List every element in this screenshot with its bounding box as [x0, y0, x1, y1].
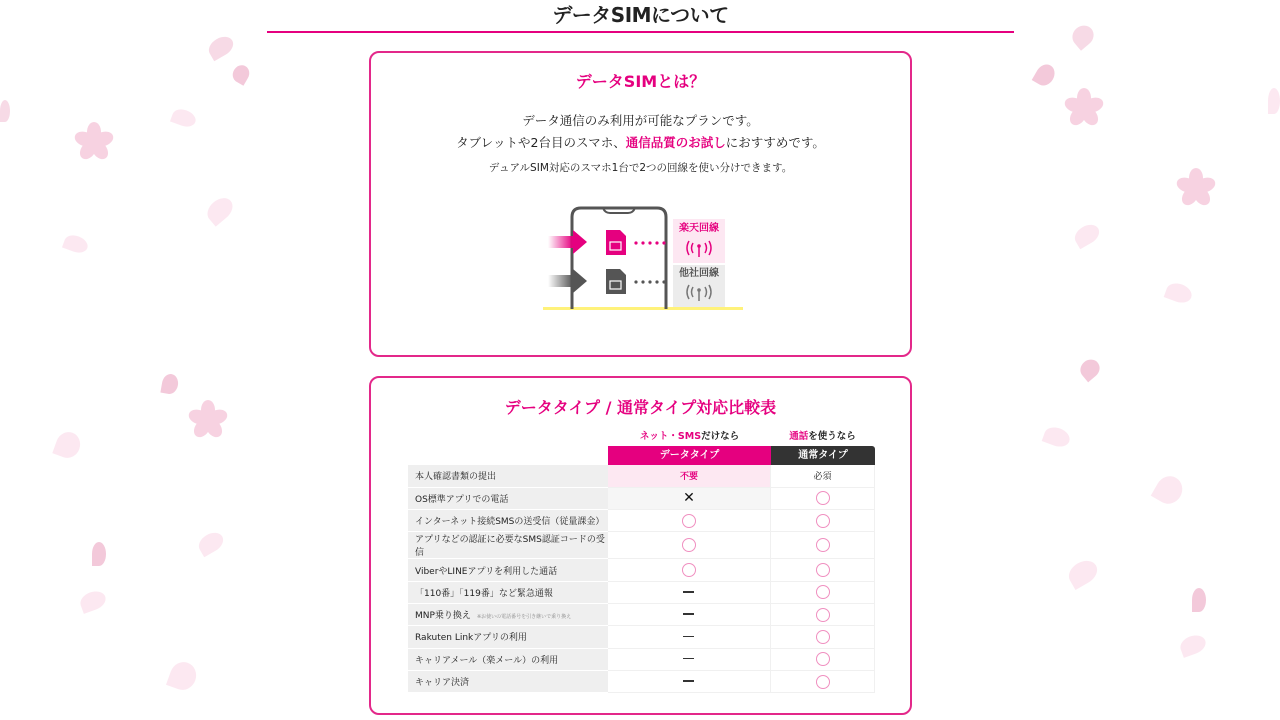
normal-type-cell [771, 532, 875, 559]
subtitle-highlight: 通話 [789, 431, 809, 442]
sakura-flower-icon [188, 400, 228, 440]
petal-icon [230, 62, 253, 86]
data-type-cell [608, 648, 771, 670]
comparison-table [408, 465, 875, 693]
svg-text:他社回線: 他社回線 [679, 268, 719, 279]
petal-icon [1192, 588, 1206, 612]
normal-type-cell [771, 510, 875, 532]
row-note: ※お使いの電話番号を引き継いで乗り換え [476, 614, 572, 621]
row-label [408, 581, 608, 603]
data-type-cell [608, 559, 771, 581]
petal-icon [170, 106, 198, 129]
data-type-cell [608, 670, 771, 692]
row-label-text: ViberやLINEアプリを利用した通話 [415, 566, 558, 577]
row-label-text: Rakuten Linkアプリの利用 [415, 633, 527, 644]
circle-available-icon [816, 652, 830, 666]
row-label-text: インターネット接続SMSの送受信（従量課金） [415, 517, 605, 528]
table-row [408, 559, 875, 581]
sakura-flower-icon [74, 122, 114, 162]
petal-icon [92, 542, 106, 566]
svg-text:楽天回線: 楽天回線 [679, 223, 719, 234]
circle-available-icon [816, 630, 830, 644]
dash-not-applicable-icon [683, 613, 694, 615]
about-data-sim-card [369, 51, 912, 357]
line2-suffix: におすすめです。 [725, 135, 825, 150]
circle-available-icon [682, 563, 696, 577]
cross-unavailable-icon: ✕ [683, 490, 695, 507]
sakura-flower-icon [1176, 168, 1216, 208]
dual-sim-illustration [543, 203, 743, 313]
dash-not-applicable-icon [683, 658, 694, 660]
row-label-text: MNP乗り換え [415, 611, 471, 622]
petal-icon [1068, 21, 1098, 50]
row-label [408, 510, 608, 532]
dash-not-applicable-icon [683, 636, 694, 638]
comparison-card-title: データタイプ / 通常タイプ対応比較表 [504, 398, 777, 417]
petal-icon [1178, 632, 1209, 658]
data-type-cell [608, 581, 771, 603]
subtitle-rest: を使うなら [808, 431, 856, 442]
row-label-text: OS標準アプリでの電話 [415, 494, 509, 505]
column-headers [608, 446, 875, 465]
table-row [408, 487, 875, 509]
petal-icon [62, 232, 90, 255]
row-label-text: 本人確認書類の提出 [415, 472, 497, 483]
row-label [408, 559, 608, 581]
petal-icon [1032, 61, 1059, 89]
data-type-cell [608, 626, 771, 648]
normal-type-cell [771, 626, 875, 648]
table-row [408, 581, 875, 603]
normal-type-subtitle [771, 428, 874, 442]
row-label-text: アプリなどの認証に必要なSMS認証コードの受信 [415, 535, 605, 559]
column-subtitles [608, 428, 875, 442]
normal-type-cell [771, 603, 875, 625]
petal-icon [1042, 424, 1073, 450]
petal-icon [1151, 471, 1188, 508]
circle-available-icon [816, 563, 830, 577]
petal-icon [205, 33, 237, 62]
circle-available-icon [816, 675, 830, 689]
data-type-cell [608, 532, 771, 559]
circle-available-icon [682, 514, 696, 528]
petal-icon [166, 658, 200, 693]
circle-available-icon [816, 608, 830, 622]
data-type-subtitle [608, 428, 771, 442]
table-row [408, 510, 875, 532]
row-label [408, 603, 608, 625]
data-type-cell [608, 510, 771, 532]
sakura-flower-icon [1064, 88, 1104, 128]
petal-icon [0, 100, 10, 122]
normal-type-cell [771, 581, 875, 603]
table-row [408, 648, 875, 670]
phone-dual-sim-icon [543, 203, 743, 313]
petal-icon [52, 429, 83, 462]
normal-type-cell [771, 648, 875, 670]
petal-icon [1164, 280, 1195, 306]
row-label [408, 648, 608, 670]
about-card-title: データSIMとは？ [575, 72, 706, 91]
row-label [408, 626, 608, 648]
row-label [408, 670, 608, 692]
dash-not-applicable-icon [683, 680, 694, 682]
subtitle-rest: だけなら [701, 431, 740, 442]
dual-sim-note: デュアルSIM対応のスマホ1台で2つの回線を使い分けできます。 [488, 162, 793, 174]
circle-available-icon [682, 538, 696, 552]
normal-type-cell [771, 559, 875, 581]
row-label [408, 465, 608, 487]
row-label-text: 「110番」「119番」など緊急通報 [415, 588, 553, 599]
description-line-2 [371, 132, 910, 154]
row-label [408, 487, 608, 509]
comparison-table-wrap [408, 428, 875, 693]
table-row [408, 670, 875, 692]
row-label-text: キャリアメール（楽メール）の利用 [415, 655, 559, 666]
normal-type-cell [771, 670, 875, 692]
line2-highlight: 通信品質のお試し [625, 135, 726, 150]
petal-icon [160, 373, 179, 395]
petal-icon [1065, 556, 1102, 590]
description-line-1: データ通信のみ利用が可能なプランです。 [522, 113, 759, 128]
data-type-cell [608, 603, 771, 625]
circle-available-icon [816, 538, 830, 552]
petal-icon [1268, 88, 1280, 114]
about-description [371, 110, 910, 154]
table-row [408, 603, 875, 625]
line2-prefix: タブレットや2台目のスマホ、 [456, 135, 626, 150]
petal-icon [78, 588, 109, 614]
circle-available-icon [816, 514, 830, 528]
comparison-card [369, 376, 912, 715]
dash-not-applicable-icon [683, 591, 694, 593]
normal-type-header: 通常タイプ [771, 446, 875, 465]
petal-icon [203, 193, 237, 226]
normal-type-cell: 必須 [771, 465, 875, 487]
circle-available-icon [816, 491, 830, 505]
petal-icon [1077, 356, 1104, 383]
row-label-text: キャリア決済 [415, 678, 470, 689]
page-header [267, 0, 1014, 33]
page-title: データSIMについて [552, 3, 729, 27]
table-row [408, 532, 875, 559]
subtitle-highlight: ネット・SMS [639, 431, 702, 442]
data-type-cell [608, 487, 771, 509]
petal-icon [195, 529, 227, 558]
normal-type-cell [771, 487, 875, 509]
data-type-header: データタイプ [608, 446, 771, 465]
table-row [408, 465, 875, 487]
row-label [408, 532, 608, 559]
circle-available-icon [816, 585, 830, 599]
data-type-cell: 不要 [608, 465, 771, 487]
table-row [408, 626, 875, 648]
petal-icon [1071, 221, 1103, 250]
